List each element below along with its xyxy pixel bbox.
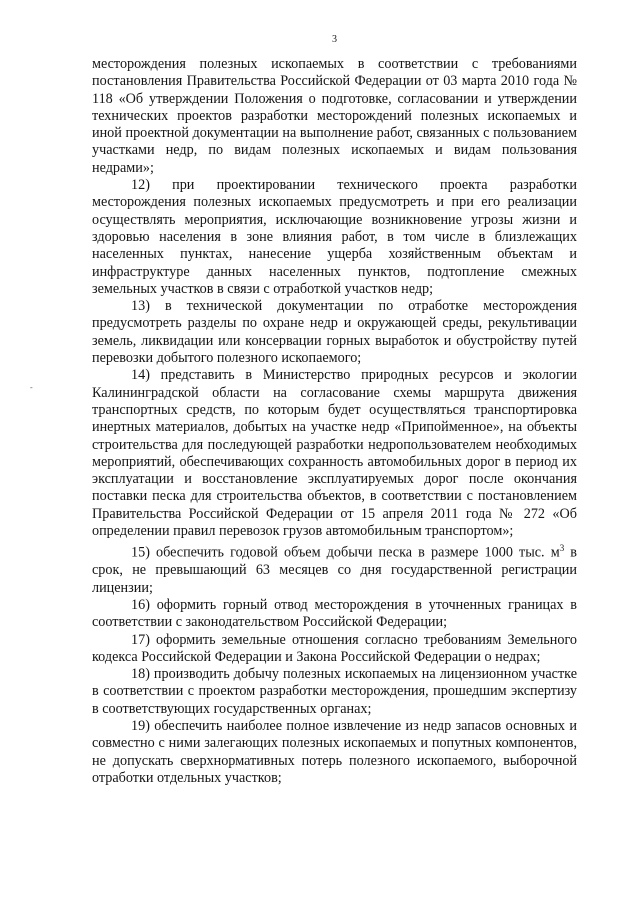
superscript-exponent: 3: [559, 543, 565, 554]
paragraph-item-19: [92, 718, 577, 787]
paragraph-text: 19) обеспечить наиболее полное извлечение из недр запасов основных и совместно с ними залегающих полезных ископаемых и попутных компонентов, не допускать сверхнормативных потерь полезного ископаемого, выборочной отработки отдельных участков;: [92, 718, 577, 786]
paragraph-item-16: [92, 597, 577, 632]
paragraph-item-14: [92, 367, 577, 540]
paragraph-text-after: в срок, не превышающий 63 месяцев со дня государственной регистрации лицензии;: [92, 545, 577, 596]
paragraph-text: месторождения полезных ископаемых в соответствии с требованиями постановления Правительства Российской Федерации от 03 марта 2010 года № 118 «Об утверждении Положения о подготовке, согласовании и утверждении технических проектов разработки месторождений полезных ископаемых и иной проектной документации на выполнение работ, связанных с пользованием участками недр, по видам полезных ископаемых и видам пользования недрами»;: [92, 56, 577, 176]
document-body: [92, 56, 577, 787]
paragraph-item-13: [92, 298, 577, 367]
paragraph-text: 12) при проектировании технического проекта разработки месторождения полезных ископаемых предусмотреть и при его реализации осуществлять мероприятия, исключающие возникновение угрозы жизни и здоровью населения в зоне влияния работ, в том числе в близлежащих населенных пунктах, нанесение ущерба хозяйственным объектам и инфраструктуре данных населенных пунктов, подтопление смежных земельных участков в связи с отработкой участков недр;: [92, 177, 577, 297]
paragraph-text: 18) производить добычу полезных ископаемых на лицензионном участке в соответствии с проектом разработки месторождения, прошедшим экспертизу в соответствующих государственных органах;: [92, 666, 577, 717]
paragraph-item-18: [92, 666, 577, 718]
paragraph-item-17: [92, 632, 577, 667]
page-number: 3: [332, 34, 337, 45]
paragraph-continuation: [92, 56, 577, 177]
margin-mark: -: [30, 383, 33, 392]
paragraph-item-12: [92, 177, 577, 298]
paragraph-text: 16) оформить горный отвод месторождения в уточненных границах в соответствии с законодательством Российской Федерации;: [92, 596, 577, 631]
paragraph-text: 15) обеспечить годовой объем добычи песка в размере 1000 тыс. м: [131, 545, 560, 562]
paragraph-text: 17) оформить земельные отношения согласно требованиям Земельного кодекса Российской Федерации и Закона Российской Федерации о недрах;: [92, 631, 577, 665]
paragraph-text: 14) представить в Министерство природных ресурсов и экологии Калининградской области на согласование схемы маршрута движения транспортных средств, по которым будет осуществляться транспортировка инертных материалов, добытых на участке недр «Припойменное», на объекты строительства для последующей разработки недропользователем необходимых мероприятий, обеспечивающих сохранность автомобильных дорог в период их эксплуатации и восстановление эксплуатируемых дорог после окончания поставки песка для строительства объектов, в соответствии с постановлением Правительства Российской Федерации от 15 апреля 2011 года № 272 «Об определении правил перевозок грузов автомобильным транспортом»;: [92, 367, 577, 540]
paragraph-text: 13) в технической документации по отработке месторождения предусмотреть разделы по охране недр и окружающей среды, рекультивации земель, ликвидации или консервации горных выработок и обустройству путей перевозки добытого полезного ископаемого;: [92, 298, 577, 367]
paragraph-item-15: [92, 540, 577, 597]
